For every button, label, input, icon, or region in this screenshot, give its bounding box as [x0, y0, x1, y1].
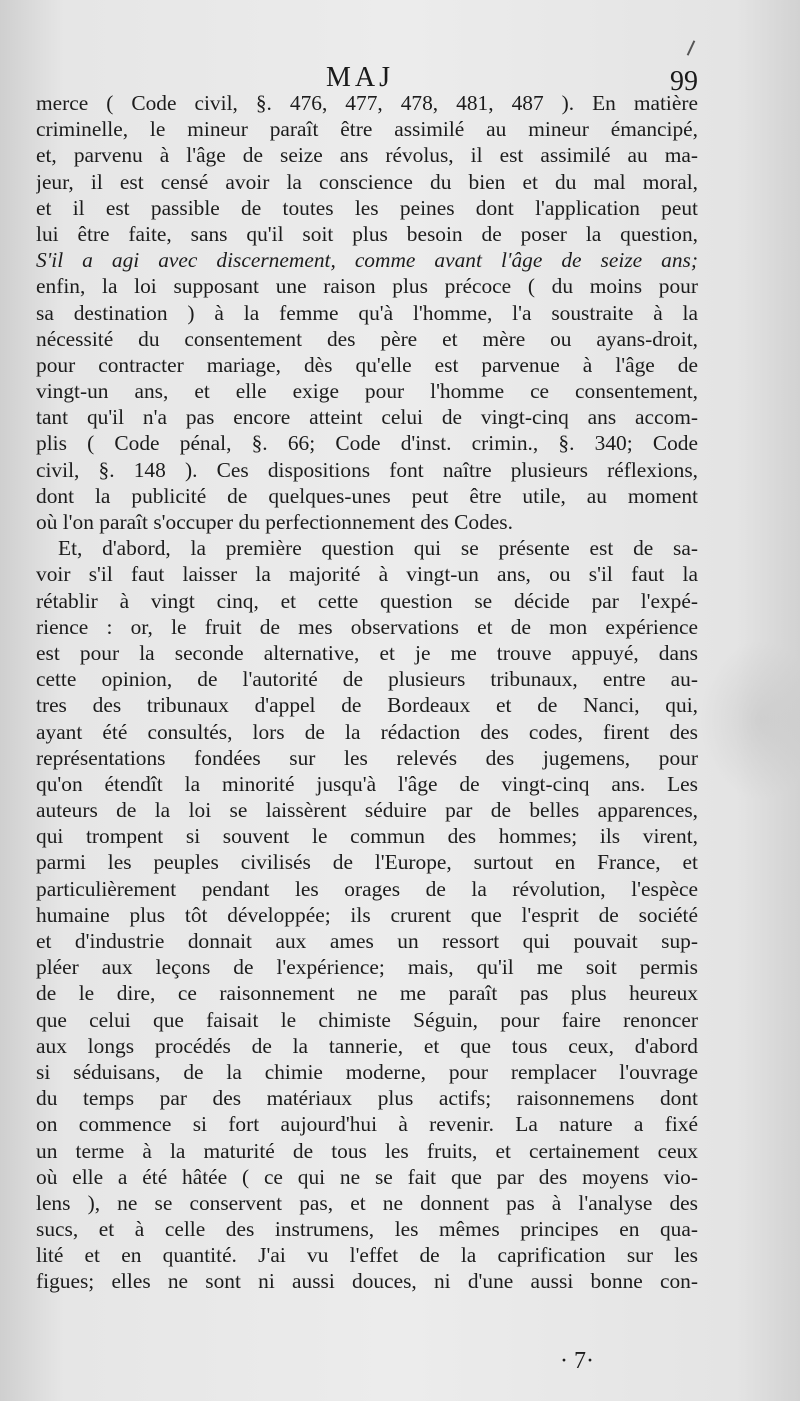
text-line: particulièrement pendant les orages de la révolution, l'espèce — [36, 876, 698, 901]
text-line: lité et en quantité. J'ai vu l'effet de la caprification sur les — [36, 1243, 698, 1268]
text-line: figues; elles ne sont ni aussi douces, ni d'une aussi bonne con- — [36, 1269, 698, 1294]
text-line: lens ), ne se conservent pas, et ne donnent pas à l'analyse des — [36, 1190, 698, 1215]
text-line: parmi les peuples civilisés de l'Europe, surtout en France, et — [36, 850, 698, 875]
text-line: pléer aux leçons de l'expérience; mais, qu'il me soit permis — [36, 955, 698, 980]
text-line: cette opinion, de l'autorité de plusieurs tribunaux, entre au- — [36, 667, 698, 692]
text-line: où l'on paraît s'occuper du perfectionnement des Codes. — [36, 510, 513, 534]
text-line: et d'industrie donnait aux ames un ressort qui pouvait sup- — [36, 929, 698, 953]
text-line: nécessité du consentement des père et mère ou ayans-droit, — [36, 326, 698, 351]
ink-fleck — [687, 40, 696, 55]
text-line: vingt-un ans, et elle exige pour l'homme ce consentement, — [36, 379, 698, 404]
page-number: 99 — [670, 66, 698, 97]
text-line: ayant été consultés, lors de la rédaction des codes, firent des — [36, 719, 698, 744]
signature-mark: · 7· — [560, 1348, 594, 1374]
text-line: merce ( Code civil, §. 476, 477, 478, 481, 487 ). En matière — [36, 91, 698, 115]
text-line: un terme à la maturité de tous les fruits, et certainement ceux — [36, 1138, 698, 1163]
text-line: tant qu'il n'a pas encore atteint celui de vingt-cinq ans accom- — [36, 405, 698, 430]
text-line: de le dire, ce raisonnement ne me paraît pas plus heureux — [36, 981, 698, 1006]
body-text — [36, 90, 698, 1295]
text-line: voir s'il faut laisser la majorité à vingt-un ans, ou s'il faut la — [36, 562, 698, 587]
text-line: sa destination ) à la femme qu'à l'homme, l'a soustraite à la — [36, 300, 698, 325]
text-line: si séduisans, de la chimie moderne, pour remplacer l'ouvrage — [36, 1059, 698, 1084]
text-line: rience : or, le fruit de mes observations et de mon expérience — [36, 614, 698, 639]
text-line: représentations fondées sur les relevés des jugemens, pour — [36, 745, 698, 770]
text-line: Et, d'abord, la première question qui se présente est de sa- — [58, 536, 698, 561]
text-line: du temps par des matériaux plus actifs; raisonnemens dont — [36, 1086, 698, 1111]
text-line: sucs, et à celle des instrumens, les mêmes principes en qua- — [36, 1217, 698, 1242]
text-line: auteurs de la loi se laissèrent séduire par de belles apparences, — [36, 798, 698, 823]
text-line: et, parvenu à l'âge de seize ans révolus, il est assimilé au ma- — [36, 143, 698, 168]
text-line: qui trompent si souvent le commun des hommes; ils virent, — [36, 824, 698, 849]
text-line: S'il a agi avec discernement, comme avant l'âge de seize ans; — [36, 248, 698, 273]
paper-stain — [700, 640, 800, 800]
text-line: est pour la seconde alternative, et je me trouve appuyé, dans — [36, 640, 698, 665]
text-line: rétablir à vingt cinq, et cette question se décide par l'expé- — [36, 588, 698, 613]
text-line: dont la publicité de quelques-unes peut être utile, au moment — [36, 483, 698, 508]
text-line: plis ( Code pénal, §. 66; Code d'inst. crimin., §. 340; Code — [36, 431, 698, 456]
text-line: criminelle, le mineur paraît être assimilé au mineur émancipé, — [36, 117, 698, 142]
text-line: enfin, la loi supposant une raison plus précoce ( du moins pour — [36, 274, 698, 299]
text-line: que celui que faisait le chimiste Séguin, pour faire renoncer — [36, 1007, 698, 1032]
text-line: pour contracter mariage, dès qu'elle est parvenue à l'âge de — [36, 352, 698, 377]
running-head: MAJ — [326, 62, 395, 93]
text-line: aux longs procédés de la tannerie, et que tous ceux, d'abord — [36, 1033, 698, 1058]
text-line: civil, §. 148 ). Ces dispositions font naître plusieurs réflexions, — [36, 457, 698, 482]
text-line: jeur, il est censé avoir la conscience du bien et du mal moral, — [36, 169, 698, 194]
text-line: tres des tribunaux d'appel de Bordeaux et de Nanci, qui, — [36, 693, 698, 718]
text-line: et il est passible de toutes les peines dont l'application peut — [36, 195, 698, 220]
text-line: où elle a été hâtée ( ce qui ne se fait que par des moyens vio- — [36, 1164, 698, 1189]
text-line: lui être faite, sans qu'il soit plus besoin de poser la question, — [36, 221, 698, 246]
text-line: on commence si fort aujourd'hui à revenir. La nature a fixé — [36, 1112, 698, 1137]
text-line: humaine plus tôt développée; ils crurent que l'esprit de société — [36, 902, 698, 927]
text-line: qu'on étendît la minorité jusqu'à l'âge de vingt-cinq ans. Les — [36, 771, 698, 796]
